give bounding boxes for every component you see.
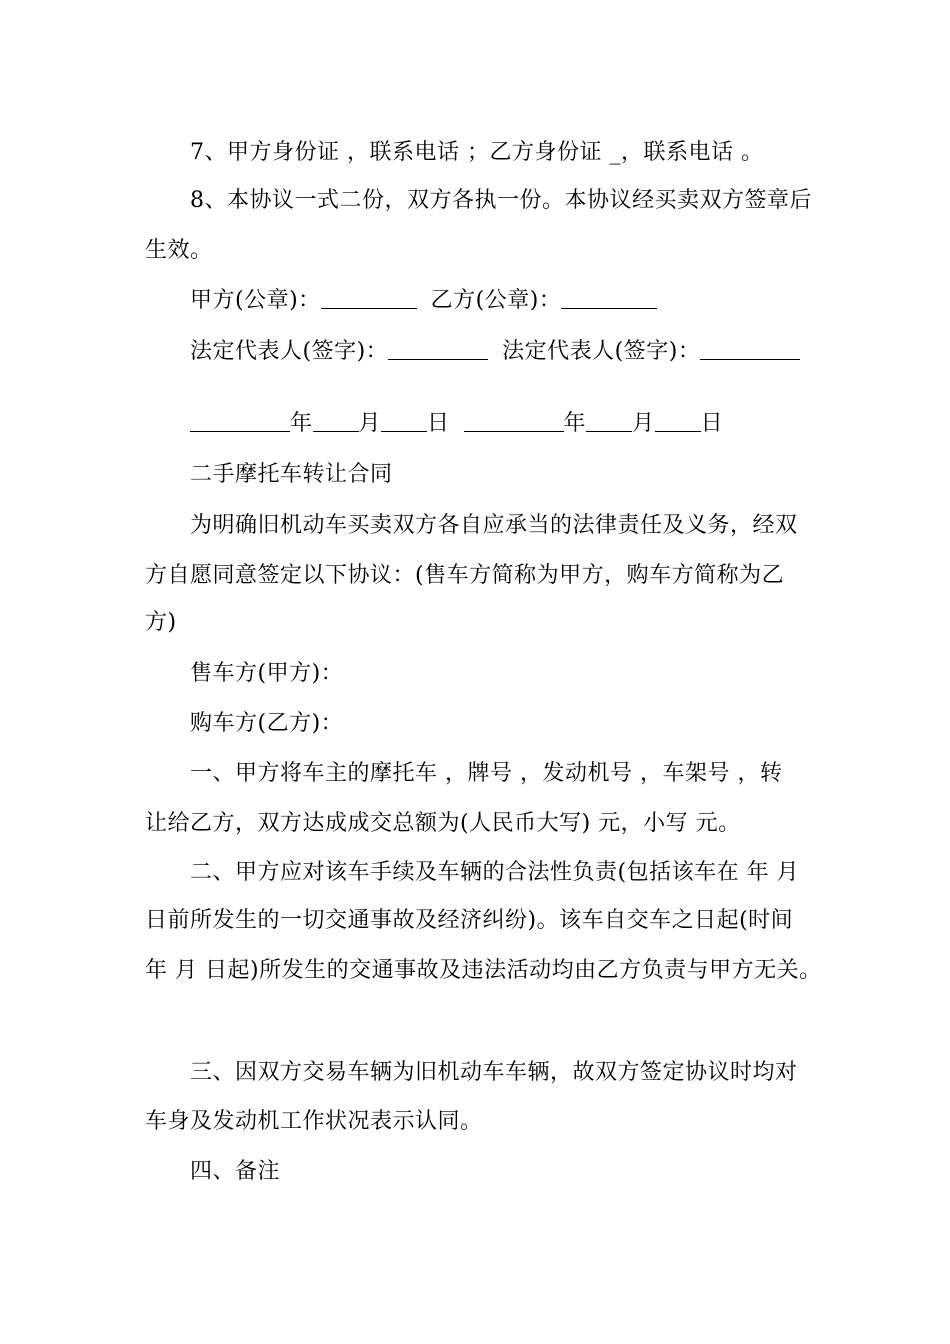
party-a-rep-label: 法定代表人(签字)： [190, 339, 389, 364]
date-b-day: 日 [700, 411, 724, 436]
seller-label: 售车方(甲方)： [190, 661, 344, 686]
article-3-cont: 车身及发动机工作状况表示认同。 [145, 1109, 483, 1134]
date-a-year-blank [190, 409, 290, 432]
article-3: 三、因双方交易车辆为旧机动车车辆，故双方签定协议时均对 [190, 1060, 798, 1085]
party-a-rep-blank [388, 337, 488, 360]
date-a-month: 月 [358, 411, 382, 436]
date-a-month-blank [313, 409, 359, 432]
party-b-seal-blank [561, 286, 657, 309]
clause-7-text: 7、甲方身份证 ，联系电话 ；乙方身份证 _，联系电话 。 [190, 140, 764, 165]
date-b-month-blank [586, 409, 632, 432]
article-1: 一、甲方将车主的摩托车 ，牌号 ，发动机号 ，车架号 ，转 [190, 761, 783, 786]
article-4: 四、备注 [190, 1159, 281, 1184]
intro-paragraph: 为明确旧机动车买卖双方各自应承当的法律责任及义务，经双 [190, 513, 798, 538]
article-1-cont: 让给乙方，双方达成成交总额为(人民币大写) 元，小写 元。 [145, 811, 741, 836]
seal-line [190, 286, 810, 316]
article-2-cont: 日前所发生的一切交通事故及经济纠纷)。该车自交车之日起(时间 [145, 908, 794, 933]
party-b-rep-label: 法定代表人(签字)： [502, 339, 701, 364]
date-a-day: 日 [427, 411, 450, 436]
date-b-month: 月 [632, 411, 655, 436]
clause-8-text-cont: 生效。 [145, 238, 213, 263]
date-a-day-blank [381, 409, 427, 432]
clause-8-text: 8、本协议一式二份，双方各执一份。本协议经买卖双方签章后 [190, 188, 812, 213]
article-2: 二、甲方应对该车手续及车辆的合法性负责(包括该车在 年 月 [190, 860, 800, 885]
intro-paragraph-end: 方) [145, 610, 177, 635]
article-2-end: 年 月 日起)所发生的交通事故及违法活动均由乙方负责与甲方无关。 [145, 958, 822, 983]
date-line [190, 409, 810, 439]
signature-line [190, 337, 810, 367]
date-a-year: 年 [290, 411, 313, 436]
party-a-seal-blank [321, 286, 417, 309]
contract-title: 二手摩托车转让合同 [190, 462, 393, 487]
buyer-label: 购车方(乙方)： [190, 711, 344, 736]
date-b-year-blank [464, 409, 564, 432]
party-b-rep-blank [700, 337, 800, 360]
party-a-seal-label: 甲方(公章)： [190, 288, 321, 313]
date-b-year: 年 [563, 411, 587, 436]
date-b-day-blank [655, 409, 701, 432]
party-b-seal-label: 乙方(公章)： [430, 288, 562, 313]
intro-paragraph-cont: 方自愿同意签定以下协议：(售车方简称为甲方，购车方简称为乙 [145, 563, 785, 588]
